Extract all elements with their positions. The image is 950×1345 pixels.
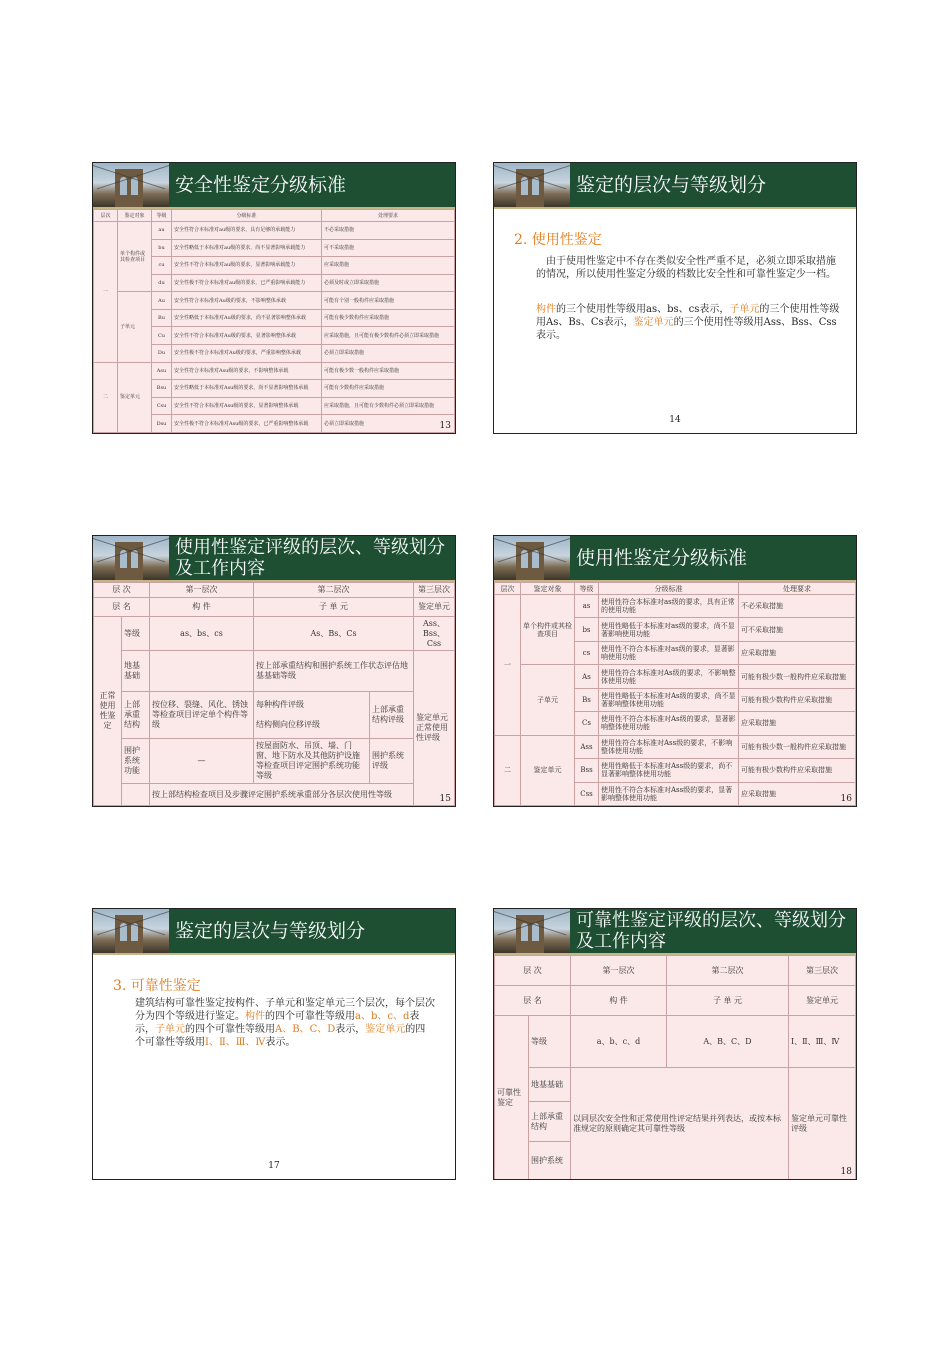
header-cell: 构 件 xyxy=(150,598,254,617)
header-cell: 第二层次 xyxy=(667,956,789,986)
standard-cell: 安全性略低于本标准对Asu级的要求，尚不显著影响整体承载 xyxy=(172,380,322,398)
slide-header xyxy=(494,163,856,209)
grade-symbols: Ⅰ、Ⅱ、Ⅲ、Ⅳ xyxy=(205,1037,266,1048)
requirement-cell: 应采取措施，且可能有极少数构件必须立即采取措施 xyxy=(322,327,455,345)
header-cell: 等级 xyxy=(152,210,172,222)
page-number: 14 xyxy=(669,415,681,425)
object-cell: 子单元 xyxy=(118,292,152,362)
content-line: 结构侧向位移评级 xyxy=(256,719,321,729)
header-cell: 鉴定对象 xyxy=(118,210,152,222)
grade-cell: As xyxy=(575,665,599,688)
content-cell: — xyxy=(150,739,254,784)
requirement-cell: 可能有极少数构件应采取措施 xyxy=(739,759,856,782)
standard-cell: 安全性略低于本标准对Au级的要求，尚不显著影响整体承载 xyxy=(172,309,322,327)
header-cell: 层 次 xyxy=(94,583,150,598)
requirement-cell: 可能有少数构件应采取措施 xyxy=(322,380,455,398)
content-cell: 按屋面防水、吊顶、墙、门窗、地下防水及其他防护设施等检查项目评定围护系统功能等级 xyxy=(254,739,370,784)
grade-cell: Asu xyxy=(152,362,172,380)
slide-16 xyxy=(493,535,857,807)
level-cell: 一 xyxy=(495,595,521,736)
grade-cell: As、Bs、Cs xyxy=(254,617,414,650)
content-cell: 鉴定单元可靠性评级 xyxy=(789,1068,856,1180)
standard-cell: 使用性不符合本标准对As级的要求，显著影响整体使用功能 xyxy=(599,712,739,735)
empty-cell xyxy=(122,784,150,806)
slide-header xyxy=(494,909,856,955)
grade-cell: au xyxy=(152,222,172,240)
paragraph-text: 的四个可靠性等级用 xyxy=(135,1024,426,1048)
header-cell: 层次 xyxy=(94,210,118,222)
row-label: 上部承重结构 xyxy=(122,691,150,738)
keyword-unit: 鉴定单元 xyxy=(365,1024,406,1035)
content-cell: 按位移、裂缝、风化、锈蚀等检查项目评定单个构件等级 xyxy=(150,691,254,738)
standard-cell: 使用性符合本标准对Ass级的要求，不影响整体使用功能 xyxy=(599,735,739,758)
header-cell: 第三层次 xyxy=(789,956,856,986)
grade-cell: Ass、Bss、Css xyxy=(414,617,455,650)
requirement-cell: 必须及时或立即采取措施 xyxy=(322,274,455,292)
slide-header xyxy=(93,163,455,209)
paragraph xyxy=(135,997,435,1049)
grade-cell: cu xyxy=(152,257,172,275)
grade-symbols: a、b、c、d xyxy=(355,1011,410,1022)
level-cell: 二 xyxy=(94,362,118,432)
grade-cell: as xyxy=(575,595,599,618)
header-cell: 层 名 xyxy=(495,986,571,1016)
row-label: 地基基础 xyxy=(122,650,150,691)
keyword-subunit: 子单元 xyxy=(729,304,760,315)
paragraph-text: 表示， xyxy=(335,1024,366,1035)
requirement-cell: 应采取措施 xyxy=(322,257,455,275)
slide-14 xyxy=(493,162,857,434)
standard-cell: 安全性不符合本标准对Au级的要求，显著影响整体承载 xyxy=(172,327,322,345)
grade-cell: Bu xyxy=(152,309,172,327)
grade-symbols: A、B、C、D xyxy=(275,1024,336,1035)
requirement-cell: 可能有个别一般构件应采取措施 xyxy=(322,292,455,310)
row-label: 上部承重结构 xyxy=(529,1102,571,1142)
standard-cell: 使用性略低于本标准对as级的要求，尚不显著影响使用功能 xyxy=(599,618,739,641)
slide-header xyxy=(93,909,455,955)
paragraph-text: 的三个使用性等级用as、bs、cs表示， xyxy=(556,304,730,315)
slide-15 xyxy=(92,535,456,807)
slide-title: 安全性鉴定分级标准 xyxy=(175,174,347,196)
bridge-image xyxy=(494,909,570,953)
header-cell: 鉴定单元 xyxy=(789,986,856,1016)
safety-grade-table xyxy=(93,209,455,433)
grade-cell: Dsu xyxy=(152,415,172,433)
standard-cell: 安全性不符合本标准对au级的要求，显著影响承载能力 xyxy=(172,257,322,275)
keyword-member: 构件 xyxy=(536,304,556,315)
requirement-cell: 可能有极少数一般构件应采取措施 xyxy=(739,665,856,688)
keyword-unit: 鉴定单元 xyxy=(633,317,674,328)
side-label: 可靠性鉴定 xyxy=(495,1016,529,1180)
header-cell: 等级 xyxy=(575,583,599,595)
standard-cell: 使用性略低于本标准对As级的要求，尚不显著影响整体使用功能 xyxy=(599,688,739,711)
object-cell: 单个构件或其检查项目 xyxy=(118,222,152,292)
slide-title: 使用性鉴定分级标准 xyxy=(576,547,748,569)
grade-cell: bu xyxy=(152,239,172,257)
keyword-subunit: 子单元 xyxy=(155,1024,185,1035)
grade-cell: Bs xyxy=(575,688,599,711)
paragraph xyxy=(536,303,840,342)
bridge-image xyxy=(93,163,169,207)
header-cell: 子 单 元 xyxy=(254,598,414,617)
standard-cell: 安全性略低于本标准对au级的要求，尚不显著影响承载能力 xyxy=(172,239,322,257)
header-cell: 分级标准 xyxy=(599,583,739,595)
content-line: 每种构件评级 xyxy=(256,699,305,709)
slide-13 xyxy=(92,162,456,434)
grade-cell: Au xyxy=(152,292,172,310)
standard-cell: 安全性极不符合本标准对Asu级的要求，已严重影响整体承载 xyxy=(172,415,322,433)
content-cell: 按上部承重结构和围护系统工作状态评估地基基础等级 xyxy=(254,650,414,691)
empty-cell xyxy=(150,650,254,691)
paragraph-text: 表示， xyxy=(135,1011,420,1035)
keyword-member: 构件 xyxy=(245,1011,265,1022)
grade-cell: Ass xyxy=(575,735,599,758)
standard-cell: 安全性符合本标准对Asu级的要求，不影响整体承载 xyxy=(172,362,322,380)
slide-title: 使用性鉴定评级的层次、等级划分及工作内容 xyxy=(175,537,445,579)
side-label: 正常使用性鉴定 xyxy=(94,617,122,806)
grade-cell: Bss xyxy=(575,759,599,782)
requirement-cell: 应采取措施 xyxy=(739,712,856,735)
paragraph-text: 由于使用性鉴定中不存在类似安全性严重不足，必须立即采取措施的情况，所以使用性鉴定分级的档数比安全性和可靠性鉴定少一档。 xyxy=(536,256,836,280)
header-cell: 层 次 xyxy=(495,956,571,986)
paragraph-text: 的四个可靠性等级用 xyxy=(185,1024,275,1035)
slide-header xyxy=(93,536,455,582)
requirement-cell: 不必采取措施 xyxy=(322,222,455,240)
header-cell: 处理要求 xyxy=(322,210,455,222)
slide-17 xyxy=(92,908,456,1180)
grade-cell: Bsu xyxy=(152,380,172,398)
page-number: 17 xyxy=(268,1161,280,1171)
page-number: 18 xyxy=(840,1167,852,1177)
grade-cell: as、bs、cs xyxy=(150,617,254,650)
page-number: 13 xyxy=(439,421,451,431)
object-cell: 子单元 xyxy=(521,665,575,735)
object-cell: 单个构件或其检查项目 xyxy=(521,595,575,665)
content-cell: 按上部结构检查项目及步骤评定围护系统承重部分各层次使用性等级 xyxy=(150,784,414,806)
grade-cell: du xyxy=(152,274,172,292)
content-cell: 围护系统评级 xyxy=(370,739,414,784)
paragraph xyxy=(536,255,840,281)
level-cell: 一 xyxy=(94,222,118,363)
page-number: 15 xyxy=(439,794,451,804)
header-cell: 第一层次 xyxy=(150,583,254,598)
bridge-image xyxy=(93,536,169,580)
header-cell: 分级标准 xyxy=(172,210,322,222)
paragraph-text: 的四个可靠性等级用 xyxy=(265,1011,355,1022)
header-cell: 层次 xyxy=(495,583,521,595)
row-label: 围护系统功能 xyxy=(122,739,150,784)
header-cell: 子 单 元 xyxy=(667,986,789,1016)
standard-cell: 使用性符合本标准对As级的要求，不影响整体使用功能 xyxy=(599,665,739,688)
requirement-cell: 必须立即采取措施 xyxy=(322,345,455,363)
slide-title: 鉴定的层次与等级划分 xyxy=(175,920,366,942)
bridge-image xyxy=(494,536,570,580)
standard-cell: 使用性不符合本标准对Ass级的要求，显著影响整体使用功能 xyxy=(599,782,739,806)
requirement-cell: 可不采取措施 xyxy=(322,239,455,257)
requirement-cell: 可能有极少数一般构件应采取措施 xyxy=(739,735,856,758)
object-cell: 鉴定单元 xyxy=(118,362,152,432)
grade-cell: Csu xyxy=(152,397,172,415)
standard-cell: 安全性符合本标准对Au级的要求，不影响整体承载 xyxy=(172,292,322,310)
slide-18 xyxy=(493,908,857,1180)
paragraph-text: 的三个使用性等级用As、Bs、Cs表示， xyxy=(536,304,840,328)
standard-cell: 安全性符合本标准对au级的要求，具有足够的承载能力 xyxy=(172,222,322,240)
header-cell: 处理要求 xyxy=(739,583,856,595)
standard-cell: 使用性不符合本标准对as级的要求，显著影响使用功能 xyxy=(599,641,739,664)
serviceability-levels-table xyxy=(93,582,455,806)
content-cell xyxy=(254,691,370,738)
paragraph-text: 表示。 xyxy=(265,1037,296,1048)
object-cell: 鉴定单元 xyxy=(521,735,575,805)
requirement-cell: 必须立即采取措施 xyxy=(322,415,455,433)
standard-cell: 使用性符合本标准对as级的要求，具有正常的使用功能 xyxy=(599,595,739,618)
requirement-cell: 可能有极少数构件应采取措施 xyxy=(322,309,455,327)
content-cell: 以同层次安全性和正常使用性评定结果并列表达，或按本标准规定的原则确定其可靠性等级 xyxy=(571,1068,789,1180)
row-label: 等级 xyxy=(122,617,150,650)
requirement-cell: 应采取措施 xyxy=(739,782,856,806)
standard-cell: 安全性极不符合本标准对au级的要求，已严重影响承载能力 xyxy=(172,274,322,292)
reliability-levels-table xyxy=(494,955,856,1180)
header-cell: 鉴定单元 xyxy=(414,598,455,617)
paragraph-text: 建筑结构可靠性鉴定按构件、子单元和鉴定单元三个层次，每个层次分为四个等级进行鉴定。 xyxy=(135,998,435,1022)
header-cell: 鉴定对象 xyxy=(521,583,575,595)
header-cell: 第三层次 xyxy=(414,583,455,598)
paragraph-text: 的三个使用性等级用Ass、Bss、Css表示。 xyxy=(536,317,837,341)
requirement-cell: 应采取措施，且可能有少数构件必须立即采取措施 xyxy=(322,397,455,415)
section-heading: 2. 使用性鉴定 xyxy=(514,232,602,248)
grade-cell: Cs xyxy=(575,712,599,735)
grade-cell: Cu xyxy=(152,327,172,345)
row-label: 围护系统 xyxy=(529,1142,571,1180)
bridge-image xyxy=(93,909,169,953)
requirement-cell: 不必采取措施 xyxy=(739,595,856,618)
slide-header xyxy=(494,536,856,582)
slide-title: 可靠性鉴定评级的层次、等级划分及工作内容 xyxy=(576,910,846,952)
slide-title: 鉴定的层次与等级划分 xyxy=(576,174,767,196)
page-number: 16 xyxy=(840,794,852,804)
grade-cell: Ⅰ、Ⅱ、Ⅲ、Ⅳ xyxy=(789,1016,856,1068)
standard-cell: 安全性不符合本标准对Asu级的要求，显著影响整体承载 xyxy=(172,397,322,415)
header-cell: 构 件 xyxy=(571,986,667,1016)
header-cell: 第二层次 xyxy=(254,583,414,598)
content-cell: 鉴定单元正常使用性评级 xyxy=(414,650,455,805)
row-label: 等级 xyxy=(529,1016,571,1068)
standard-cell: 使用性略低于本标准对Ass级的要求，尚不显著影响整体使用功能 xyxy=(599,759,739,782)
requirement-cell: 可不采取措施 xyxy=(739,618,856,641)
serviceability-grade-table xyxy=(494,582,856,806)
grade-cell: Du xyxy=(152,345,172,363)
requirement-cell: 可能有极少数一般构件应采取措施 xyxy=(322,362,455,380)
section-heading: 3. 可靠性鉴定 xyxy=(113,978,201,994)
content-cell: 上部承重结构评级 xyxy=(370,691,414,738)
standard-cell: 安全性极不符合本标准对Au级的要求，严重影响整体承载 xyxy=(172,345,322,363)
bridge-image xyxy=(494,163,570,207)
grade-cell: bs xyxy=(575,618,599,641)
row-label: 地基基础 xyxy=(529,1068,571,1102)
requirement-cell: 可能有极少数构件应采取措施 xyxy=(739,688,856,711)
header-cell: 层 名 xyxy=(94,598,150,617)
header-cell: 第一层次 xyxy=(571,956,667,986)
grade-cell: a、b、c、d xyxy=(571,1016,667,1068)
grade-cell: cs xyxy=(575,641,599,664)
grade-cell: A、B、C、D xyxy=(667,1016,789,1068)
level-cell: 二 xyxy=(495,735,521,805)
requirement-cell: 应采取措施 xyxy=(739,641,856,664)
grade-cell: Css xyxy=(575,782,599,806)
